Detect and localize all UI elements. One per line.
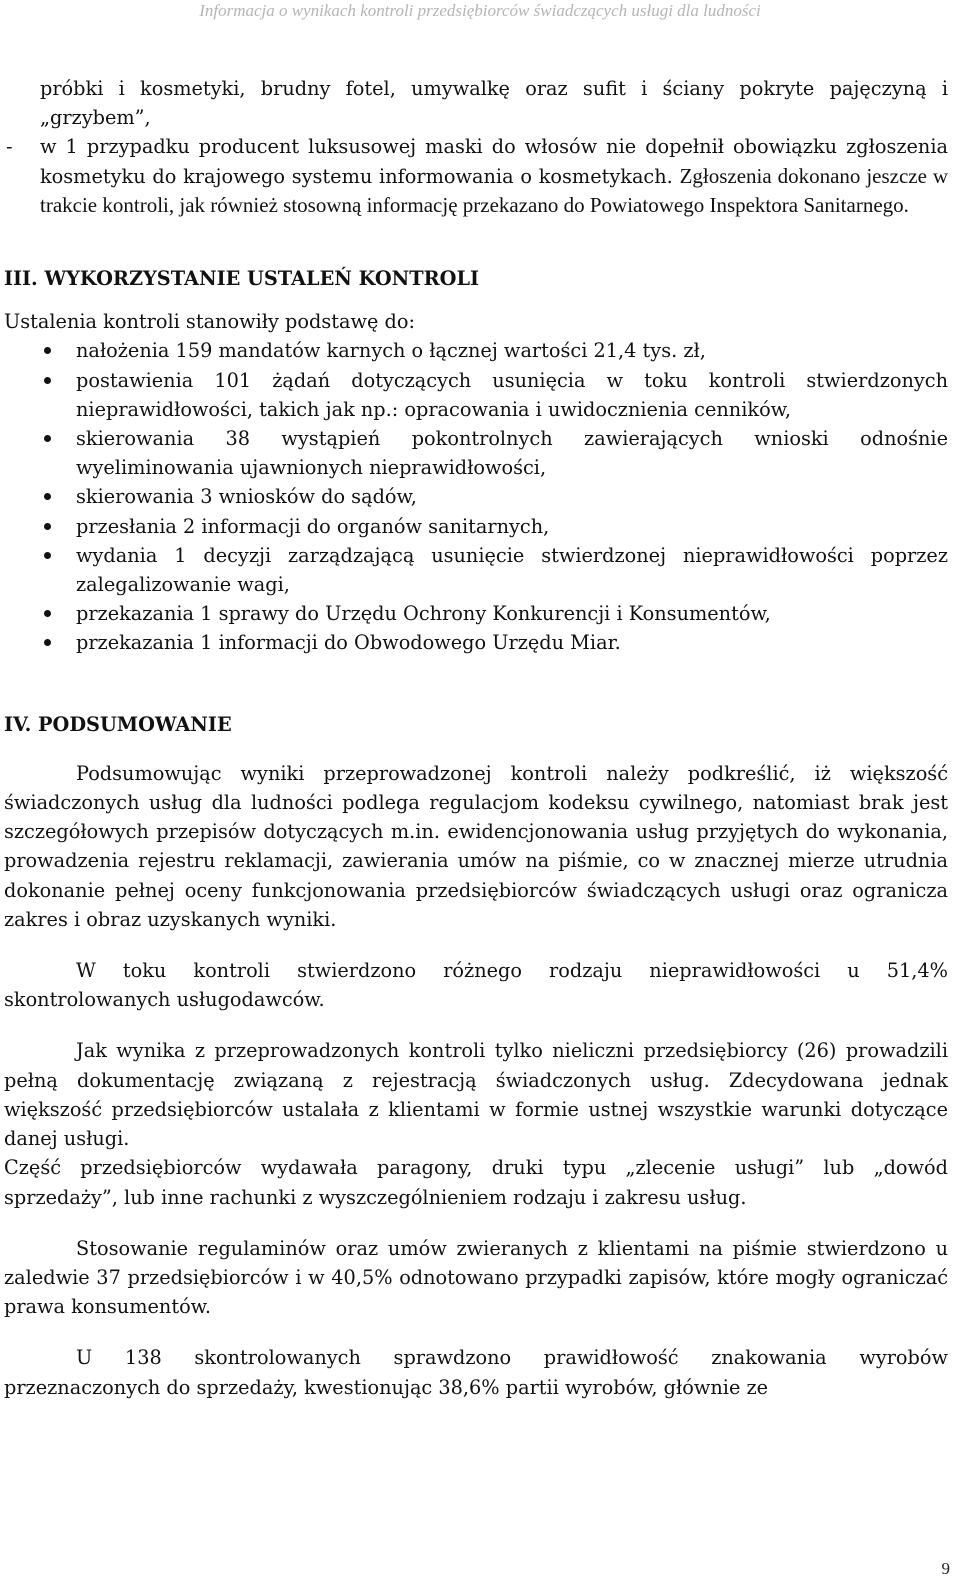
summary-paragraph-5: Stosowanie regulaminów oraz umów zwieranych z klientami na piśmie stwierdzono u zaledwie 37 przedsiębiorców i w 40,5% odnotowano przypadki zapisów, które mogły ograniczać prawa konsumentów. xyxy=(4,1236,948,1319)
section-4-title: IV. PODSUMOWANIE xyxy=(4,712,232,736)
summary-paragraph-3: Jak wynika z przeprowadzonych kontroli tylko nieliczni przedsiębiorcy (26) prowadzili pełną dokumentację związaną z rejestracją świadczonych usług. Zdecydowana jednak większość przedsiębiorców ustalała z klientami w formie ustnej wszystkie warunki dotyczące danej usługi. xyxy=(4,1039,948,1151)
list-item: wydania 1 decyzji zarządzającą usunięcie stwierdzonej nieprawidłowości poprzez zalegalizowanie wagi, xyxy=(4,541,948,599)
intro-dash-item xyxy=(4,132,948,220)
page-body xyxy=(4,74,948,1402)
list-item: nałożenia 159 mandatów karnych o łącznej wartości 21,4 tys. zł, xyxy=(4,336,948,365)
summary-paragraph-2: W toku kontroli stwierdzono różnego rodzaju nieprawidłowości u 51,4% skontrolowanych usługodawców. xyxy=(4,959,948,1012)
running-header: Informacja o wynikach kontroli przedsiębiorców świadczących usługi dla ludności xyxy=(199,1,761,20)
dash-marker: - xyxy=(6,135,13,159)
intro-dash-text-a: w 1 przypadku producent luksusowej maski do włosów nie dopełnił obowiązku zgłoszenia kosmetyku do krajowego systemu informowania o kosmetykach. xyxy=(40,135,948,188)
summary-paragraph-1: Podsumowując wyniki przeprowadzonej kontroli należy podkreślić, iż większość świadczonych usług dla ludności podlega regulacjom kodeksu cywilnego, natomiast brak jest szczegółowych przepisów dotyczących m.in. ewidencjonowania usług przyjętych do wykonania, prowadzenia rejestru reklamacji, zawierania umów na piśmie, co w znacznej mierze utrudnia dokonanie pełnej oceny funkcjonowania przedsiębiorców świadczących usługi oraz ogranicza zakres i obraz uzyskanych wyniki. xyxy=(4,761,948,931)
summary-paragraph-4: Część przedsiębiorców wydawała paragony, druki typu „zlecenie usługi” lub „dowód sprzedaży”, lub inne rachunki z wyszczególnieniem rodzaju i zakresu usług. xyxy=(4,1156,948,1209)
list-item: skierowania 3 wniosków do sądów, xyxy=(4,482,948,511)
list-item: przesłania 2 informacji do organów sanitarnych, xyxy=(4,512,948,541)
summary-paragraph-6: U 138 skontrolowanych sprawdzono prawidłowość znakowania wyrobów przeznaczonych do sprzedaży, kwestionując 38,6% partii wyrobów, głównie ze xyxy=(4,1346,948,1399)
section-3-lead: Ustalenia kontroli stanowiły podstawę do: xyxy=(4,310,415,334)
section-3-title: III. WYKORZYSTANIE USTALEŃ KONTROLI xyxy=(4,267,480,291)
section-3-list xyxy=(4,336,948,657)
list-item: postawienia 101 żądań dotyczących usunięcia w toku kontroli stwierdzonych nieprawidłowości, takich jak np.: opracowania i uwidocznienia cenników, xyxy=(4,366,948,424)
intro-dash-text-b: Zgłoszenia dokonano jeszcze w trakcie kontroli, jak również stosowną informację przekazano do Powiatowego Inspektora Sanitarnego. xyxy=(40,163,948,217)
list-item: przekazania 1 informacji do Obwodowego Urzędu Miar. xyxy=(4,628,948,657)
list-item: skierowania 38 wystąpień pokontrolnych zawierających wnioski odnośnie wyeliminowania ujawnionych nieprawidłowości, xyxy=(4,424,948,482)
page-number: 9 xyxy=(941,1559,950,1578)
intro-continuation: próbki i kosmetyki, brudny fotel, umywalkę oraz sufit i ściany pokryte pajęczyną i „grzybem”, xyxy=(40,77,948,130)
list-item: przekazania 1 sprawy do Urzędu Ochrony Konkurencji i Konsumentów, xyxy=(4,599,948,628)
